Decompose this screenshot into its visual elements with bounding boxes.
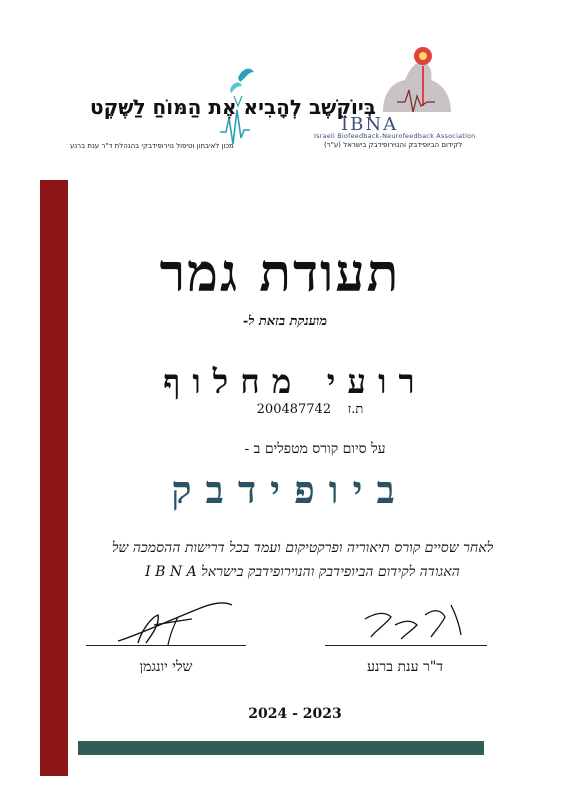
id-label: ת.ז	[347, 402, 364, 417]
ibna-acronym: IBNA	[341, 114, 399, 135]
id-line	[240, 401, 380, 417]
course-years: 2024 - 2023	[248, 706, 342, 722]
left-decorative-bar	[40, 180, 68, 776]
qualification-text-line-1: לאחר שסיים קורס תיאוריה ופרקטיקום ועמד בכל דרישות ההסמכה של	[111, 540, 494, 556]
awarded-to-label: מוענקת בזאת ל-	[242, 314, 328, 329]
course-intro: על סיום קורס מטפלים ב -	[244, 441, 386, 457]
left-signatory-name: שלי יונגמן	[139, 659, 193, 675]
left-signature-line	[86, 645, 246, 646]
qualification-text	[80, 536, 525, 584]
right-signature-line	[325, 645, 487, 646]
right-signatory-name: ד"ר ענת ברנע	[366, 659, 444, 675]
certificate-title: תעודת גמר	[159, 243, 401, 304]
biofeedback-logo-tagline: מכון לאיבחון וטיפול נוירופידבקי בהנהלת ד"ר ענת ברנע	[70, 142, 234, 150]
biofeedback-logo-title: בְּיוֹקֵשֶׁב לְהָבִיא אֶת הַמּוֹחַ לַשֶּׁקֶט	[90, 95, 376, 119]
course-subject: ביופידבק	[171, 467, 409, 512]
id-number: 200487742	[256, 402, 332, 417]
recipient-name: רועי מחלוף	[163, 362, 427, 401]
qualification-text-line-2: האגודה לקידום הביופידבק והנוירופידבק בישראל I B N A	[145, 564, 460, 580]
ibna-hebrew-name: לקידום הביופידבק והנוירופידבק בישראל (ע"ר)	[324, 141, 463, 149]
ibna-full-name: Israeli Biofeedback-Neurofeedback Association	[314, 132, 476, 140]
left-signature	[108, 595, 238, 650]
bottom-decorative-bar	[78, 741, 484, 755]
right-signature	[355, 595, 475, 650]
